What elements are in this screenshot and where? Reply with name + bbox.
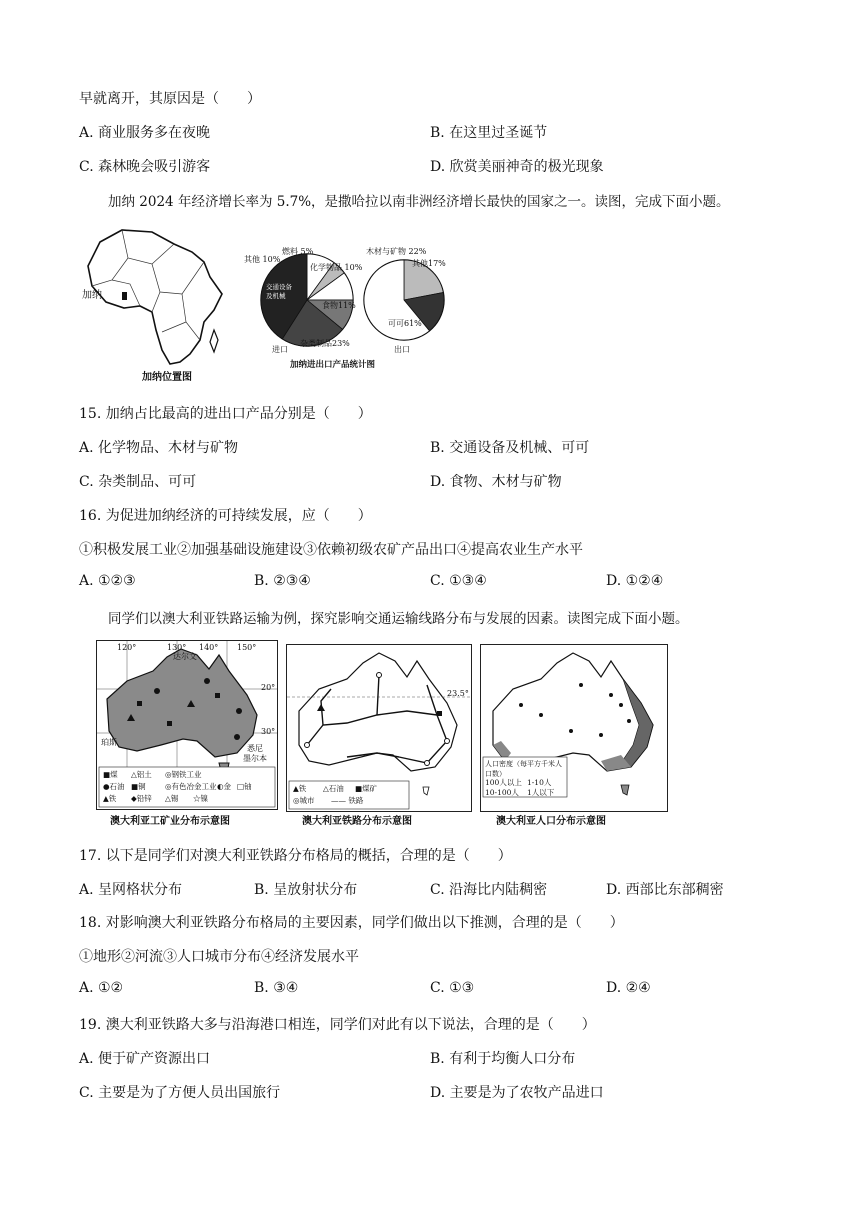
ghana-marker	[122, 292, 127, 300]
q15-option-b: B. 交通设备及机械、可可	[430, 440, 590, 456]
q14-option-b: B. 在这里过圣诞节	[430, 125, 548, 141]
map1-lon-120: 120°	[117, 643, 137, 652]
q18-option-d: D. ②④	[606, 980, 651, 996]
aus-railway-map	[286, 644, 472, 812]
map1-lon-140: 140°	[199, 643, 219, 652]
q17-stem: 17. 以下是同学们对澳大利亚铁路分布格局的概括，合理的是（ ）	[79, 848, 512, 864]
map1-legend-2: ◎钢铁工业	[165, 770, 202, 779]
import-label-food: 食物11%	[322, 301, 356, 310]
q18-option-b: B. ③④	[254, 980, 299, 996]
aus-population-map	[480, 644, 668, 812]
import-label-other: 其他 10%	[244, 255, 281, 264]
q19-option-d: D. 主要是为了农牧产品进口	[430, 1085, 604, 1101]
q15-option-d: D. 食物、木材与矿物	[430, 474, 562, 490]
q19-option-c: C. 主要是为了方便人员出国旅行	[79, 1085, 281, 1101]
map1-legend-10: ◐金	[217, 782, 232, 791]
q17-option-d: D. 西部比东部稠密	[606, 882, 724, 898]
map1-legend-0: ■煤	[103, 770, 118, 779]
map1-legend-1: △铝土	[131, 770, 152, 779]
map1-lon-150: 150°	[237, 643, 257, 652]
q14-stem: 早就离开，其原因是（ ）	[79, 91, 261, 107]
q18-stem: 18. 对影响澳大利亚铁路分布格局的主要因素，同学们做出以下推测，合理的是（ ）	[79, 915, 624, 931]
map3-legend-title: 人口密度（每平方千米人口数）	[485, 760, 562, 778]
map3-legend-1: 1-10人	[527, 778, 552, 787]
q16-option-a: A. ①②③	[79, 573, 136, 589]
q18-option-a: A. ①②	[79, 980, 124, 996]
q19-option-a: A. 便于矿产资源出口	[79, 1051, 211, 1067]
export-label: 出口	[394, 345, 410, 354]
ghana-figure	[82, 222, 452, 384]
import-label-transport: 交通设备及机械	[266, 283, 292, 300]
q15-option-c: C. 杂类制品、可可	[79, 474, 197, 490]
q16-stem: 16. 为促进加纳经济的可持续发展，应（ ）	[79, 508, 372, 524]
q18-option-c: C. ①③	[430, 980, 475, 996]
map3-legend-2: 10-100人	[485, 788, 519, 797]
q17-option-b: B. 呈放射状分布	[254, 882, 358, 898]
map3-legend-3: 1人以下	[527, 788, 555, 797]
export-label-other: 其他17%	[412, 259, 446, 268]
q14-option-d: D. 欣赏美丽神奇的极光现象	[430, 159, 604, 175]
q18-items: ①地形②河流③人口城市分布④经济发展水平	[79, 949, 359, 965]
q15-stem: 15. 加纳占比最高的进出口产品分别是（ ）	[79, 406, 372, 422]
q14-option-c: C. 森林晚会吸引游客	[79, 159, 211, 175]
map3-legend-0: 100人以上	[485, 778, 522, 787]
export-label-wood: 木材与矿物 22%	[366, 247, 427, 256]
ghana-chart-caption: 加纳进出口产品统计图	[290, 360, 376, 370]
map1-lat-20: 20°	[261, 683, 276, 692]
q16-option-c: C. ①③④	[430, 573, 487, 589]
map2-caption: 澳大利亚铁路分布示意图	[302, 816, 412, 827]
q15-option-a: A. 化学物品、木材与矿物	[79, 440, 239, 456]
q19-stem: 19. 澳大利亚铁路大多与沿海港口相连，同学们对此有以下说法，合理的是（ ）	[79, 1017, 596, 1033]
map2-legend-coal: ■煤矿	[355, 784, 378, 793]
map1-legend-9: ☆镍	[193, 794, 208, 803]
map2-legend-rail: —— 铁路	[331, 796, 364, 805]
map2-legend-iron: ▲铁	[293, 784, 307, 793]
map3-caption: 澳大利亚人口分布示意图	[496, 816, 606, 827]
ghana-map-caption: 加纳位置图	[142, 372, 192, 383]
q14-option-a: A. 商业服务多在夜晚	[79, 125, 211, 141]
q16-option-d: D. ①②④	[606, 573, 664, 589]
q16-option-b: B. ②③④	[254, 573, 311, 589]
map1-lon-130: 130°	[167, 643, 187, 652]
map1-caption: 澳大利亚工矿业分布示意图	[110, 816, 230, 827]
map1-legend-8: △锡	[165, 794, 179, 803]
map1-darwin: 达尔文	[173, 652, 197, 661]
map1-perth: 珀斯	[101, 738, 117, 747]
import-label-fuel: 燃料 5%	[282, 247, 314, 256]
map1-legend-5: ◎有色冶金工业	[165, 782, 217, 791]
q19-option-b: B. 有利于均衡人口分布	[430, 1051, 576, 1067]
q17-option-c: C. 沿海比内陆稠密	[430, 882, 548, 898]
q17-option-a: A. 呈网格状分布	[79, 882, 183, 898]
import-label: 进口	[272, 345, 288, 354]
ghana-intro: 加纳 2024 年经济增长率为 5.7%，是撒哈拉以南非洲经济增长最快的国家之一。读图，完成下面小题。	[108, 194, 730, 210]
map2-legend-city: ◎城市	[293, 796, 315, 805]
export-label-cocoa: 可可61%	[388, 319, 422, 328]
map2-legend-oil: △石油	[323, 784, 344, 793]
map1-sydney: 悉尼	[247, 744, 263, 753]
map2-tropic: 23.5°	[447, 689, 469, 698]
map1-legend-6: ▲铁	[103, 794, 117, 803]
q16-items: ①积极发展工业②加强基础设施建设③依赖初级农矿产品出口④提高农业生产水平	[79, 542, 583, 558]
map1-lat-30: 30°	[261, 727, 276, 736]
map1-legend-4: ■铜	[131, 782, 146, 791]
import-label-misc: 杂类制品23%	[300, 339, 350, 348]
map1-legend-11: □铀	[237, 782, 252, 791]
map1-melbourne: 墨尔本	[243, 754, 267, 763]
map1-legend-7: ◆铅锌	[131, 794, 152, 803]
import-label-chem: 化学物品 10%	[310, 263, 363, 272]
aus-intro: 同学们以澳大利亚铁路运输为例，探究影响交通运输线路分布与发展的因素。读图完成下面小题。	[108, 611, 689, 627]
aus-mining-map	[96, 640, 278, 810]
ghana-map-label: 加纳	[82, 290, 102, 301]
map1-legend-3: ●石油	[103, 782, 125, 791]
